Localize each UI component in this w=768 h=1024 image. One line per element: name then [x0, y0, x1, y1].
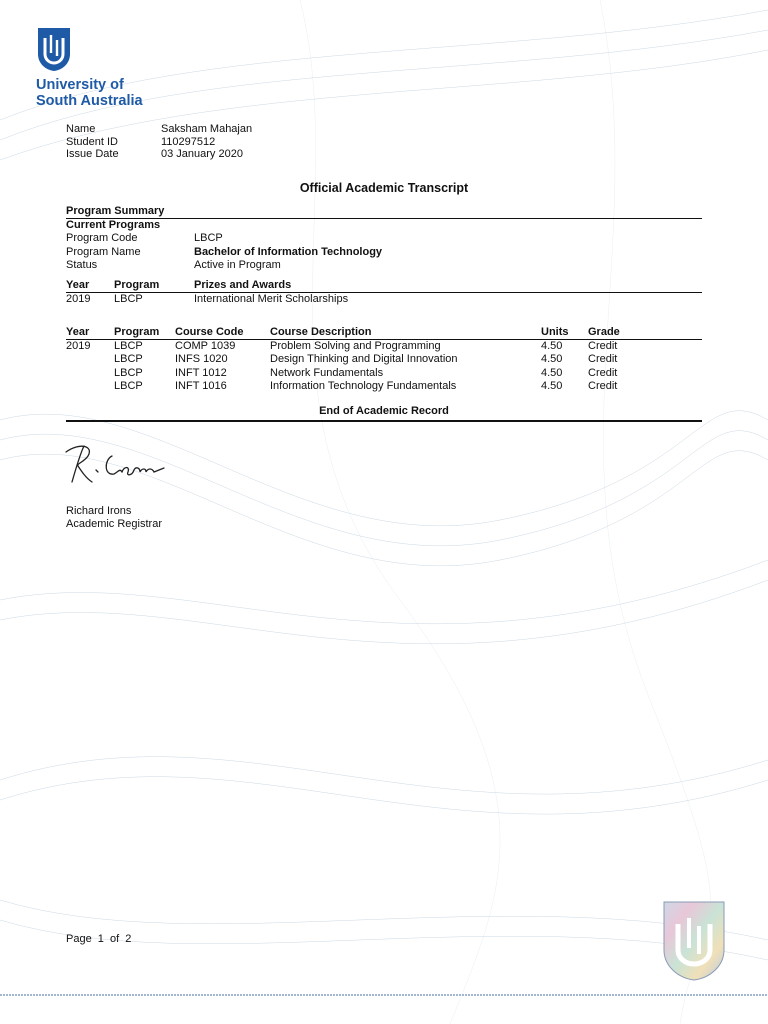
- courses-header-program: Program: [114, 326, 160, 338]
- program-code-label: Program Code: [66, 232, 138, 245]
- registrar-block: [66, 505, 162, 531]
- program-summary-heading: Program Summary: [66, 205, 702, 219]
- page-number: [66, 933, 134, 945]
- page-current: 1: [97, 933, 104, 945]
- courses-header-description: Course Description: [270, 326, 372, 338]
- course-description: Information Technology Fundamentals: [270, 379, 457, 392]
- status-value: Active in Program: [194, 258, 281, 271]
- courses-header-code: Course Code: [175, 326, 244, 338]
- course-description: Problem Solving and Programming: [270, 340, 441, 353]
- table-row: [66, 353, 702, 366]
- security-microtext-line: [0, 994, 768, 996]
- program-name-row: [66, 246, 702, 259]
- course-units: 4.50: [541, 340, 563, 353]
- course-units: 4.50: [541, 353, 563, 366]
- course-program: LBCP: [114, 366, 143, 379]
- course-description: Design Thinking and Digital Innovation: [270, 353, 458, 366]
- name-label: Name: [66, 123, 96, 135]
- courses-header-year: Year: [66, 326, 90, 338]
- course-description: Network Fundamentals: [270, 366, 384, 379]
- course-grade: Credit: [588, 353, 618, 366]
- course-units: 4.50: [541, 366, 563, 379]
- registrar-name: Richard Irons: [66, 505, 132, 517]
- course-program: LBCP: [114, 340, 143, 353]
- course-grade: Credit: [588, 379, 618, 392]
- current-programs-heading: Current Programs: [66, 219, 161, 232]
- courses-header-row: [66, 326, 702, 340]
- signature-icon: [60, 438, 170, 488]
- university-name-line2: South Australia: [36, 93, 143, 109]
- table-row: [66, 293, 702, 306]
- program-name-value: Bachelor of Information Technology: [194, 245, 383, 258]
- courses-header-units: Units: [541, 326, 569, 338]
- prizes-header-row: [66, 279, 702, 293]
- issue-date-label: Issue Date: [66, 148, 119, 161]
- program-name-label: Program Name: [66, 245, 141, 258]
- course-year: [66, 380, 114, 393]
- program-summary: [66, 205, 702, 272]
- university-logo-icon: [36, 26, 72, 72]
- table-row: [66, 380, 702, 393]
- course-grade: Credit: [588, 340, 618, 353]
- student-name-row: [66, 123, 252, 136]
- course-year: [66, 353, 114, 366]
- issue-date-value: 03 January 2020: [161, 148, 243, 161]
- prizes-table: [66, 279, 702, 306]
- courses-header-grade: Grade: [588, 326, 620, 338]
- course-grade: Credit: [588, 366, 618, 379]
- registrar-title: Academic Registrar: [66, 518, 162, 530]
- student-details: [66, 123, 252, 161]
- prize-year: 2019: [66, 293, 91, 306]
- status-row: [66, 259, 702, 272]
- course-year: [66, 367, 114, 380]
- student-id-row: [66, 136, 252, 149]
- student-id-value: 110297512: [161, 135, 216, 148]
- courses-table: [66, 326, 702, 393]
- program-code-value: LBCP: [194, 232, 223, 245]
- course-year: 2019: [66, 340, 91, 353]
- prize-award: International Merit Scholarships: [194, 293, 349, 306]
- prize-program: LBCP: [114, 293, 143, 306]
- status-label: Status: [66, 258, 98, 271]
- course-program: LBCP: [114, 353, 143, 366]
- prizes-header-year: Year: [66, 279, 90, 291]
- table-row: [66, 340, 702, 353]
- university-name-line1: University of: [36, 77, 124, 93]
- program-code-row: [66, 232, 702, 245]
- course-code: INFT 1016: [175, 379, 227, 392]
- table-row: [66, 367, 702, 380]
- page-of: of: [109, 933, 120, 945]
- prizes-header-award: Prizes and Awards: [194, 279, 292, 291]
- course-program: LBCP: [114, 379, 143, 392]
- page-total: 2: [125, 933, 132, 945]
- course-code: COMP 1039: [175, 340, 236, 353]
- course-code: INFT 1012: [175, 366, 227, 379]
- student-id-label: Student ID: [66, 135, 118, 148]
- hologram-seal-icon: [662, 900, 726, 982]
- name-value: Saksham Mahajan: [161, 123, 253, 135]
- prizes-header-program: Program: [114, 279, 160, 291]
- university-name: [36, 77, 176, 109]
- page-label: Page: [66, 933, 92, 945]
- document-title: Official Academic Transcript: [299, 181, 469, 195]
- end-of-record: End of Academic Record: [66, 404, 702, 422]
- course-code: INFS 1020: [175, 353, 228, 366]
- issue-date-row: [66, 148, 252, 161]
- course-units: 4.50: [541, 379, 563, 392]
